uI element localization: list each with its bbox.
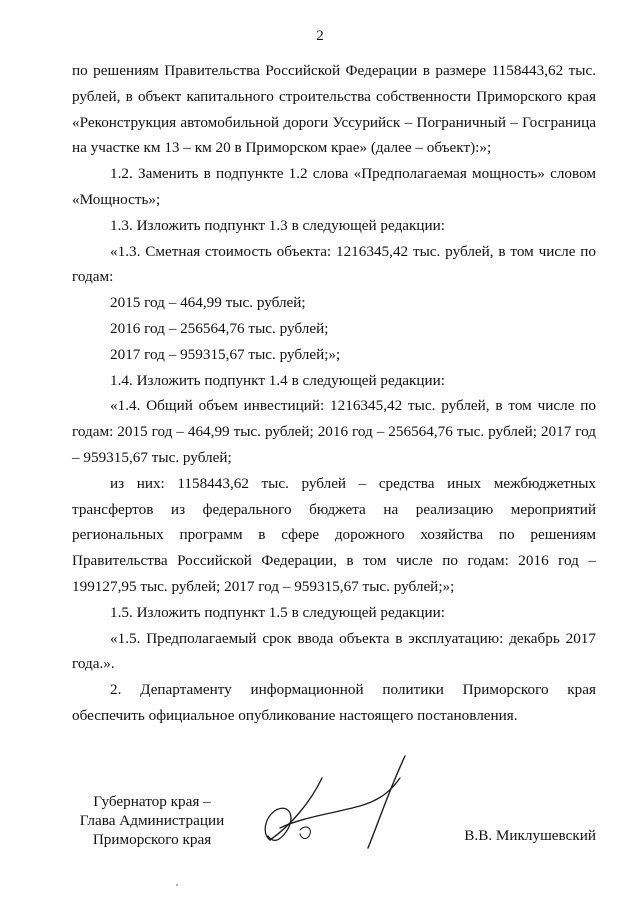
signatory-title xyxy=(72,792,232,849)
paragraph-item-1-3: 1.3. Изложить подпункт 1.3 в следующей редакции: xyxy=(110,216,446,234)
signature-block xyxy=(72,792,596,872)
signatory-title-line: Губернатор края – xyxy=(93,793,211,810)
scan-artifact-dot xyxy=(176,884,178,886)
paragraph-item-1-2: 1.2. Заменить в подпункте 1.2 слова «Предполагаемая мощность» словом «Мощность»; xyxy=(72,165,596,208)
paragraph-year-2017: 2017 год – 959315,67 тыс. рублей;»; xyxy=(110,345,341,363)
paragraph-item-1-4: 1.4. Изложить подпункт 1.4 в следующей редакции: xyxy=(110,371,446,389)
paragraph-quote-1-3: «1.3. Сметная стоимость объекта: 1216345,42 тыс. рублей, в том числе по годам: xyxy=(72,242,596,286)
signatory-title-line: Приморского края xyxy=(92,831,212,848)
paragraph-of-which: из них: 1158443,62 тыс. рублей – средства иных межбюджетных трансфертов из федерального бюджета на реализацию мероприятий региональных программ в сфере дорожного хозяйства по решениям Правительства Российской Федерации, в том числе по годам: 2016 год – 199127,95 тыс. рублей; 2017 год – 959315,67 тыс. рублей;»; xyxy=(72,474,596,595)
paragraph-item-1-5: 1.5. Изложить подпункт 1.5 в следующей редакции: xyxy=(110,603,446,621)
signatory-name: В.В. Миклушевский xyxy=(464,827,596,844)
page-number: 2 xyxy=(316,28,324,44)
paragraph-quote-1-4: «1.4. Общий объем инвестиций: 1216345,42 тыс. рублей, в том числе по годам: 2015 год – 464,99 тыс. рублей; 2016 год – 256564,76 тыс. рублей; 2017 год – 959315,67 тыс. рублей; xyxy=(72,397,596,466)
document-body xyxy=(72,58,596,729)
paragraph-continuation: по решениям Правительства Российской Федерации в размере 1158443,62 тыс. рублей, в объект капитального строительства собственности Приморского края «Реконструкция автомобильной дороги Уссурийск – Пограничный – Госграница на участке км 13 – км 20 в Приморском крае» (далее – объект):»; xyxy=(72,62,596,157)
paragraph-item-2: 2. Департаменту информационной политики Приморского края обеспечить официальное опубликование настоящего постановления. xyxy=(72,681,596,724)
paragraph-quote-1-5: «1.5. Предполагаемый срок ввода объекта в эксплуатацию: декабрь 2017 года.». xyxy=(72,629,596,673)
paragraph-year-2016: 2016 год – 256564,76 тыс. рублей; xyxy=(110,319,329,337)
paragraph-year-2015: 2015 год – 464,99 тыс. рублей; xyxy=(110,294,306,312)
signatory-title-line: Глава Администрации xyxy=(79,812,225,829)
